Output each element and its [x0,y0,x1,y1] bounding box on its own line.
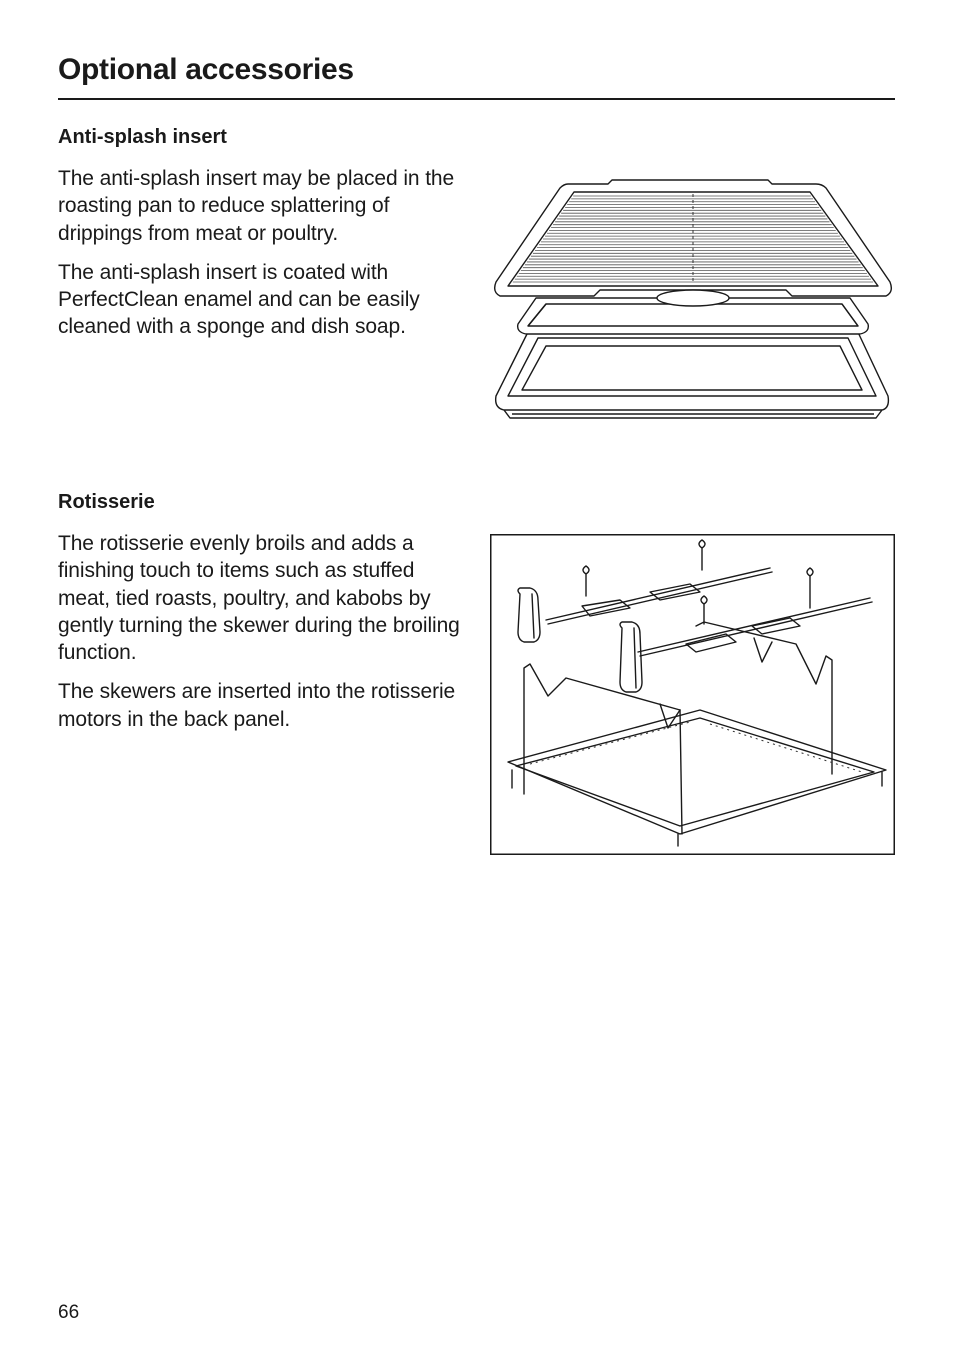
paragraph: The anti-splash insert may be placed in the roasting pan to reduce splattering of drippings from meat or poultry. [58,167,455,245]
paragraph: The anti-splash insert is coated with PerfectClean enamel and can be easily cleaned with a sponge and dish soap. [58,260,420,339]
anti-splash-insert-illustration [490,176,896,424]
paragraph: The skewers are inserted into the rotisserie motors in the back panel. [58,680,456,731]
rotisserie-body [58,530,468,745]
section-heading-anti-splash-insert: Anti-splash insert [58,126,227,148]
page-title: Optional accessories [58,53,354,86]
title-divider [58,98,895,100]
anti-splash-insert-body [58,165,468,353]
roasting-pan [496,328,889,410]
page-number: 66 [58,1302,80,1323]
section-heading-rotisserie: Rotisserie [58,491,155,513]
rotisserie-illustration [490,534,895,855]
paragraph: The rotisserie evenly broils and adds a finishing touch to items such as stuffed meat, tied roasts, poultry, and kabobs by gently turning the skewer during the broiling function. [58,532,460,665]
